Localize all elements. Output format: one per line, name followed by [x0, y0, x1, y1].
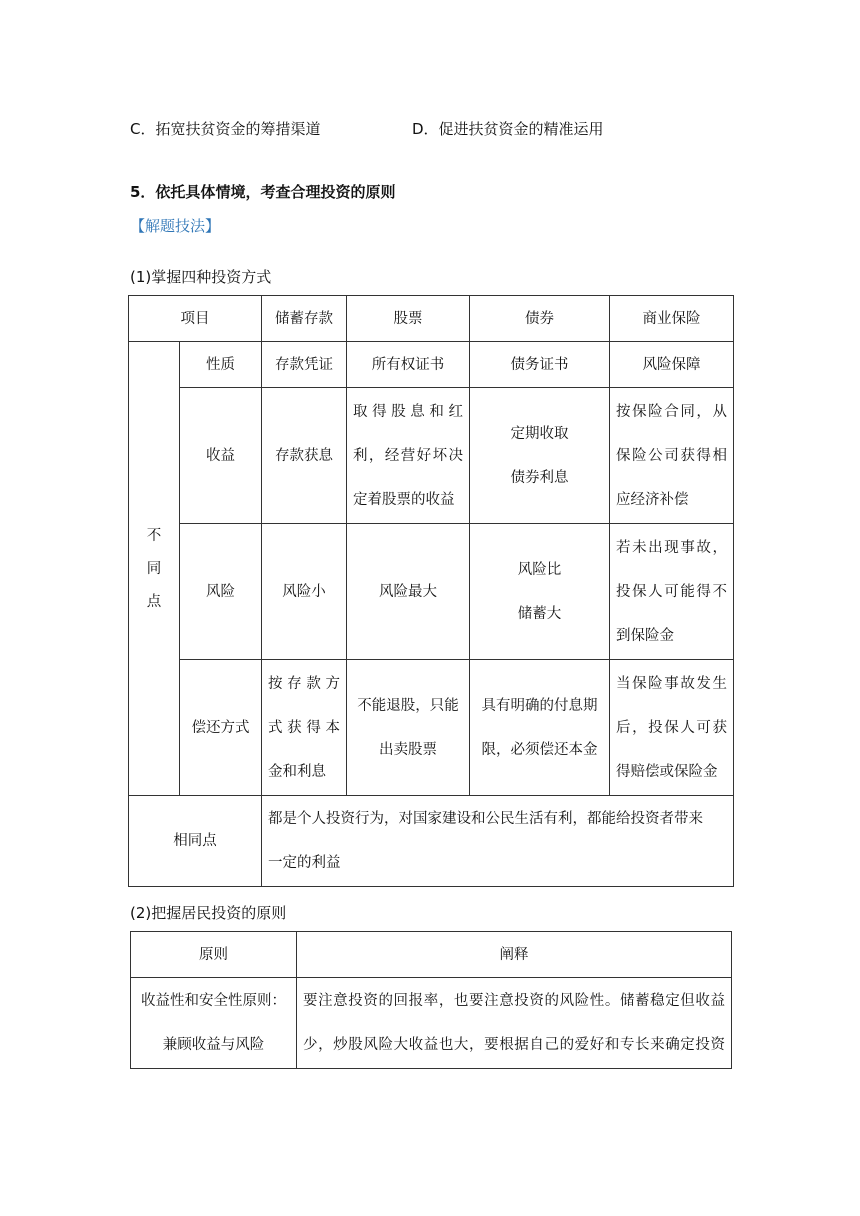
subsection-1-title: (1)掌握四种投资方式 [130, 268, 272, 286]
row-label-similarities: 相同点 [129, 796, 262, 887]
table-row [129, 660, 734, 796]
option-c: C．拓宽扶贫资金的筹措渠道 [130, 120, 321, 138]
cell: 取得股息和红 利，经营好坏决 定着股票的收益 [347, 388, 470, 524]
cell: 若未出现事故， 投保人可能得不 到保险金 [610, 524, 734, 660]
row-label-repayment: 偿还方式 [180, 660, 262, 796]
investment-principles-table [130, 931, 732, 1069]
cell: 当保险事故发生 后，投保人可获 得赔偿或保险金 [610, 660, 734, 796]
section-title: 5．依托具体情境，考查合理投资的原则 [130, 183, 396, 201]
row-label-risk: 风险 [180, 524, 262, 660]
header-stocks: 股票 [347, 296, 470, 342]
differences-group-label: 不 同 点 [129, 342, 180, 796]
cell: 具有明确的付息期 限，必须偿还本金 [470, 660, 610, 796]
cell: 不能退股，只能 出卖股票 [347, 660, 470, 796]
cell: 定期收取 债券利息 [470, 388, 610, 524]
explanation-cell: 要注意投资的回报率，也要注意投资的风险性。储蓄稳定但收益 少，炒股风险大收益也大，要根据自己的爱好和专长来确定投资 [297, 978, 732, 1069]
table-header-row [129, 296, 734, 342]
cell: 债务证书 [470, 342, 610, 388]
similarities-text: 都是个人投资行为，对国家建设和公民生活有利，都能给投资者带来 一定的利益 [262, 796, 734, 887]
cell: 风险小 [262, 524, 347, 660]
header-item: 项目 [129, 296, 262, 342]
investment-comparison-table [128, 295, 734, 887]
table-row [129, 524, 734, 660]
header-bonds: 债券 [470, 296, 610, 342]
cell: 所有权证书 [347, 342, 470, 388]
table-row [129, 342, 734, 388]
principle-cell: 收益性和安全性原则： 兼顾收益与风险 [131, 978, 297, 1069]
header-insurance: 商业保险 [610, 296, 734, 342]
table-row [129, 388, 734, 524]
cell: 风险比 储蓄大 [470, 524, 610, 660]
table-row-similarities [129, 796, 734, 887]
subsection-2-title: (2)把握居民投资的原则 [130, 904, 287, 922]
header-principle: 原则 [131, 932, 297, 978]
cell: 按存款方 式获得本 金和利息 [262, 660, 347, 796]
row-label-return: 收益 [180, 388, 262, 524]
cell: 存款凭证 [262, 342, 347, 388]
tip-label: 【解题技法】 [130, 217, 221, 235]
table-header-row [131, 932, 732, 978]
row-label-nature: 性质 [180, 342, 262, 388]
header-savings: 储蓄存款 [262, 296, 347, 342]
cell: 风险最大 [347, 524, 470, 660]
option-d: D．促进扶贫资金的精准运用 [412, 120, 604, 138]
cell: 按保险合同，从 保险公司获得相 应经济补偿 [610, 388, 734, 524]
cell: 存款获息 [262, 388, 347, 524]
table-row [131, 978, 732, 1069]
header-explanation: 阐释 [297, 932, 732, 978]
cell: 风险保障 [610, 342, 734, 388]
